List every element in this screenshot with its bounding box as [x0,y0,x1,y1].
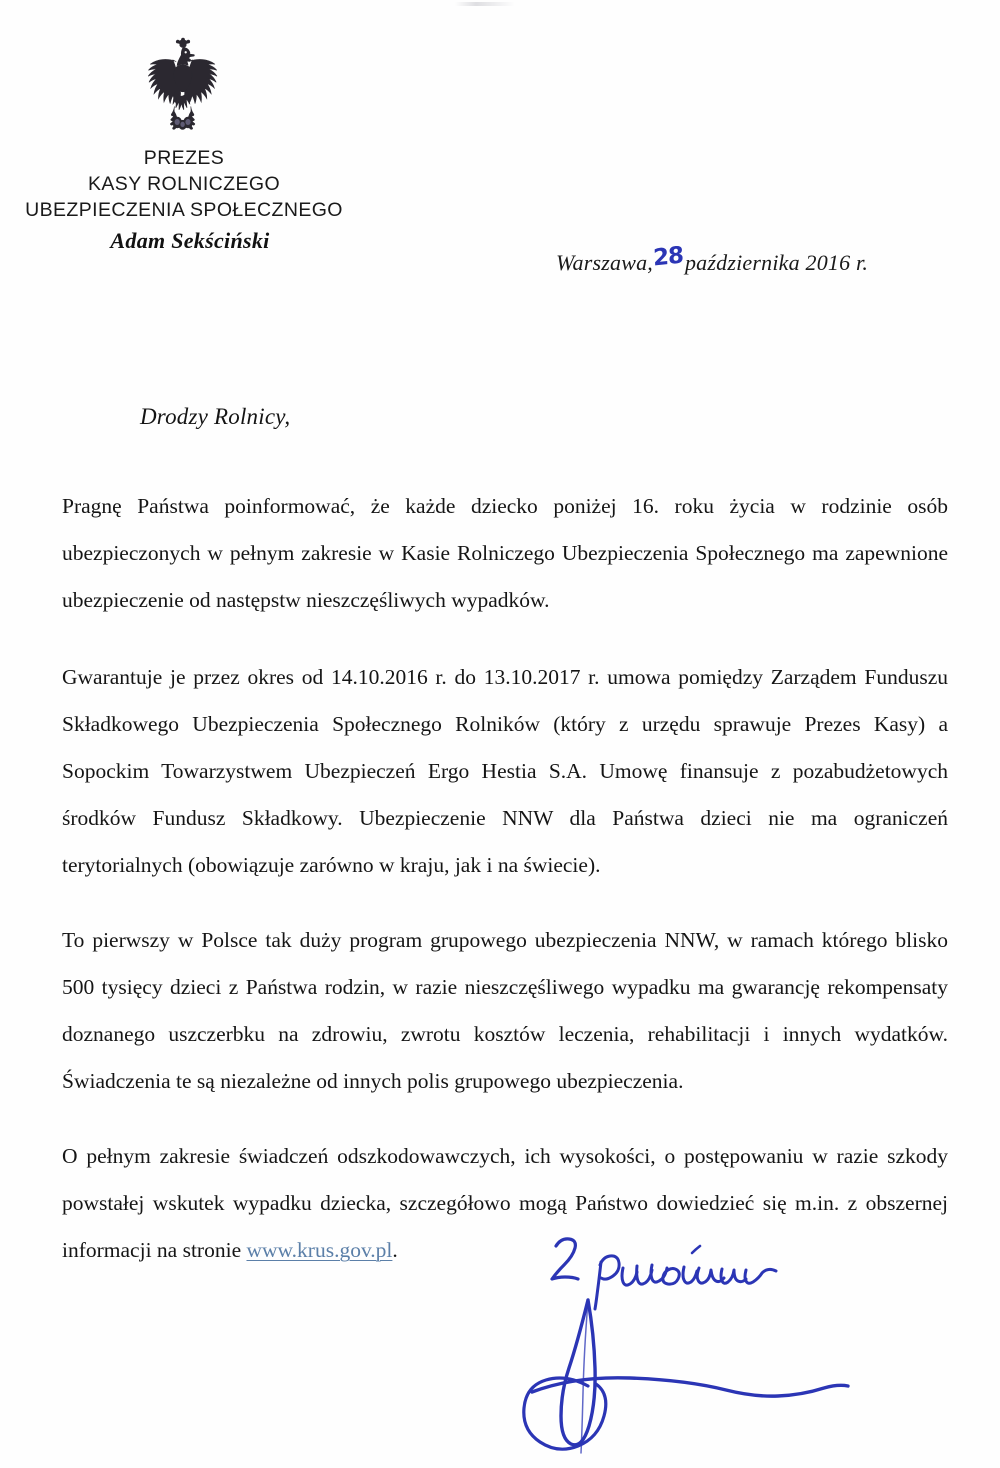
signature-area [470,1228,940,1460]
date-city: Warszawa, [556,250,653,275]
paragraph-4-text-after-link: . [392,1238,398,1262]
body-paragraph-3: To pierwszy w Polsce tak duży program grupowego ubezpieczenia NNW, w ramach którego blisko 500 tysięcy dzieci z Państwa rodzin, w razie nieszczęśliwego wypadku ma gwarancję rekompensaty doznanego uszczerbku na zdrowiu, zwrotu kosztów leczenia, rehabilitacji i innych wydatków. Świadczenia te są niezależne od innych polis grupowego ubezpieczenia. [62,928,948,1093]
organization-title [0,146,368,224]
date-line [556,242,869,276]
org-line-ubezpieczenia-spolecznego: UBEZPIECZENIA SPOŁECZNEGO [25,198,343,221]
org-line-kasy-rolniczego: KASY ROLNICZEGO [87,172,281,195]
paragraph-4-text-before-link: O pełnym zakresie świadczeń odszkodowawczych, ich wysokości, o postępowaniu w razie szkody powstałej wskutek wypadku dziecka, szczegółowo mogą Państwo dowiedzieć się m.in. z obszernej informacji na stronie [62,1144,948,1262]
body-paragraph-1: Pragnę Państwa poinformować, że każde dziecko poniżej 16. roku życia w rodzinie osób ubezpieczonych w pełnym zakresie w Kasie Rolniczego Ubezpieczenia Społecznego ma zapewnione ubezpieczenie od następstw nieszczęśliwych wypadków. [62,494,948,612]
letterhead [0,36,368,224]
date-month-year: października 2016 r. [684,250,869,275]
body-paragraph-2: Gwarantuje je przez okres od 14.10.2016 r. do 13.10.2017 r. umowa pomiędzy Zarządem Funduszu Składkowego Ubezpieczenia Społecznego Rolników (który z urzędu sprawuje Prezes Kasy) a Sopockim Towarzystwem Ubezpieczeń Ergo Hestia S.A. Umowę finansuje z pozabudżetowych środków Fundusz Składkowy. Ubezpieczenie NNW dla Państwa dzieci nie ma ograniczeń terytorialnych (obowiązuje zarówno w kraju, jak i na świecie). [62,665,948,877]
krus-website-link[interactable]: www.krus.gov.pl [246,1238,393,1262]
date-day-handwritten: 28 [652,242,684,272]
polish-eagle-emblem [131,36,237,140]
org-line-prezes: PREZES [143,147,225,169]
letter-body [62,483,948,1274]
salutation: Drodzy Rolnicy, [140,404,291,429]
scan-artifact [455,2,515,6]
handwritten-signature [470,1228,940,1460]
signer-name-heading: Adam Sekściński [110,228,270,253]
